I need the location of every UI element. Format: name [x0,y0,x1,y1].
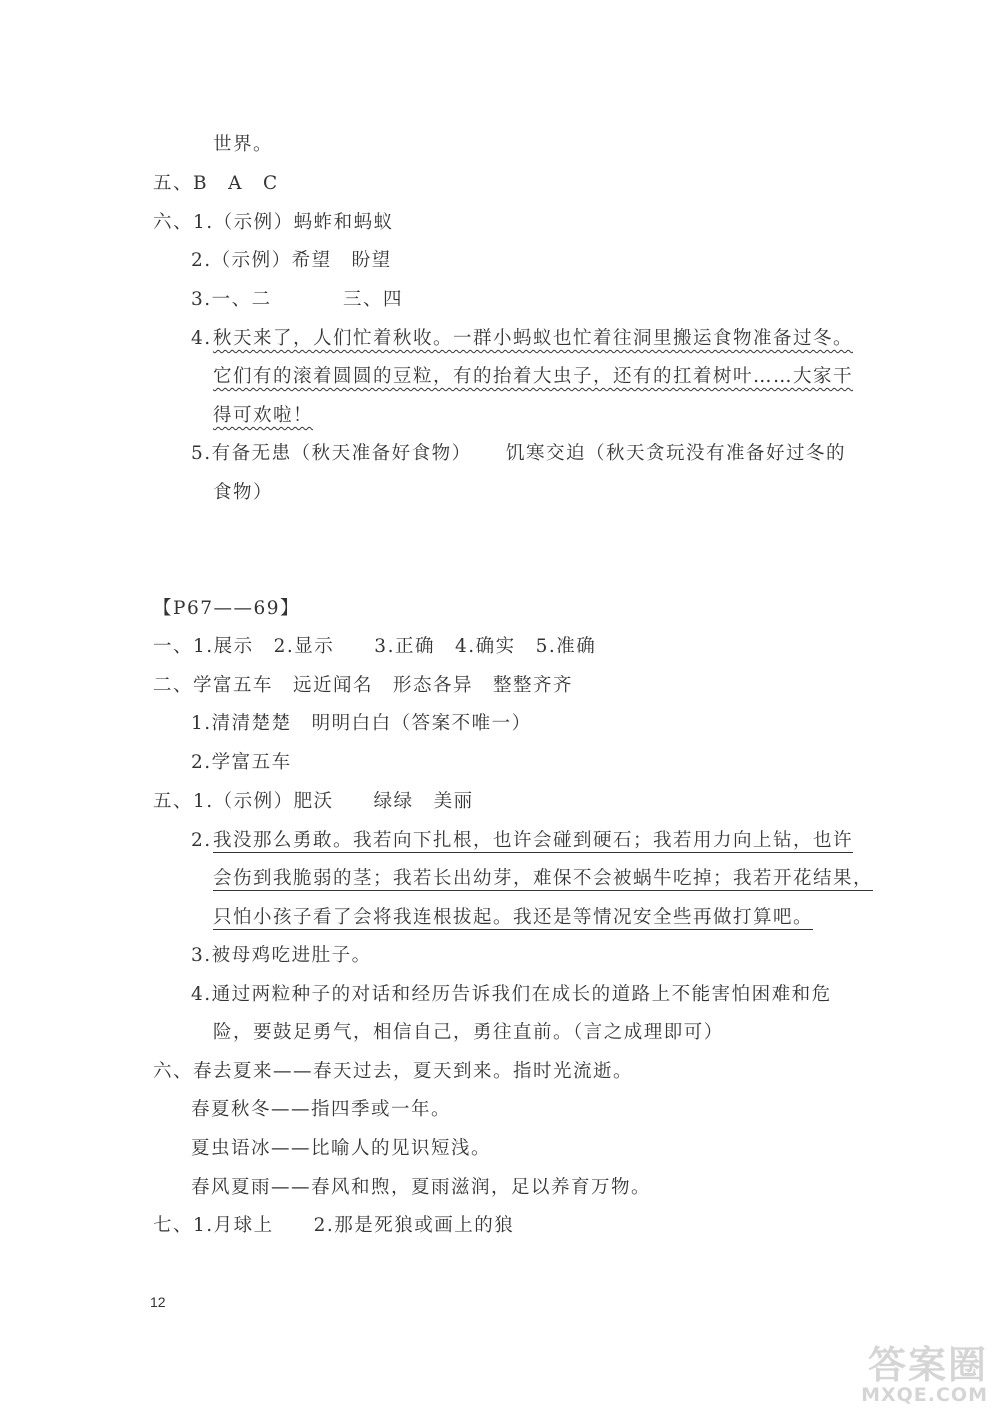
item-number: 2. [191,830,212,851]
answer-line-6-1: 六、1.（示例）蚂蚱和蚂蚁 [153,212,394,233]
underlined-text: 会伤到我脆弱的茎；我若长出幼芽，难保不会被蜗牛吃掉；我若开花结果， [213,868,874,889]
item-number: 4. [191,328,212,349]
answer-line-5-4: 4.通过两粒种子的对话和经历告诉我们在成长的道路上不能害怕困难和危 [191,984,832,1005]
watermark-url: MXQE.COM [861,1384,988,1406]
text-line: 世界。 [213,134,274,155]
text-line: 险，要鼓足勇气，相信自己，勇往直前。（言之成理即可） [213,1022,724,1043]
answer-line-5-1: 五、1.（示例）肥沃 绿绿 美丽 [153,791,474,812]
wavy-underlined-text: 它们有的滚着圆圆的豆粒，有的抬着大虫子，还有的扛着树叶……大家干 [213,366,854,387]
idiom-line: 春风夏雨——春风和煦，夏雨滋润，足以养育万物。 [191,1177,652,1198]
answer-line-2: 二、学富五车 远近闻名 形态各异 整整齐齐 [153,675,574,696]
text-line: 食物） [213,482,274,503]
answer-line-6-5a: 5.有备无患（秋天准备好食物） [191,443,472,464]
answer-line-6-2: 2.（示例）希望 盼望 [191,250,392,271]
section-header: 【P67——69】 [153,598,301,619]
underlined-text: 我没那么勇敢。我若向下扎根，也许会碰到硬石；我若用力向上钻，也许 [213,830,854,851]
idiom-line: 夏虫语冰——比喻人的见识短浅。 [191,1138,492,1159]
answer-line-2-2: 2.学富五车 [191,752,292,773]
answer-line-6-3b: 三、四 [343,289,404,310]
answer-line-1: 一、1.展示 2.显示 3.正确 4.确实 5.准确 [153,636,597,657]
page-number: 12 [150,1294,166,1310]
answer-line-6-5b: 饥寒交迫（秋天贪玩没有准备好过冬的 [506,443,847,464]
watermark-text: 答案圈 [867,1343,988,1387]
answer-line-5: 五、B A C [153,173,279,194]
wavy-underlined-text: 秋天来了，人们忙着秋收。一群小蚂蚁也忙着往洞里搬运食物准备过冬。 [213,328,854,349]
answer-line-6-3a: 3.一、二 [191,289,272,310]
answer-line-5-3: 3.被母鸡吃进肚子。 [191,945,372,966]
idiom-line: 春夏秋冬——指四季或一年。 [191,1099,452,1120]
underlined-text: 只怕小孩子看了会将我连根拔起。我还是等情况安全些再做打算吧。 [213,907,814,928]
answer-line-7: 七、1.月球上 2.那是死狼或画上的狼 [153,1215,515,1236]
answer-line-6: 六、春去夏来——春天过去，夏天到来。指时光流逝。 [153,1061,634,1082]
answer-line-2-1: 1.清清楚楚 明明白白（答案不唯一） [191,713,532,734]
watermark-logo [828,1334,988,1406]
wavy-underlined-text: 得可欢啦！ [213,405,314,426]
